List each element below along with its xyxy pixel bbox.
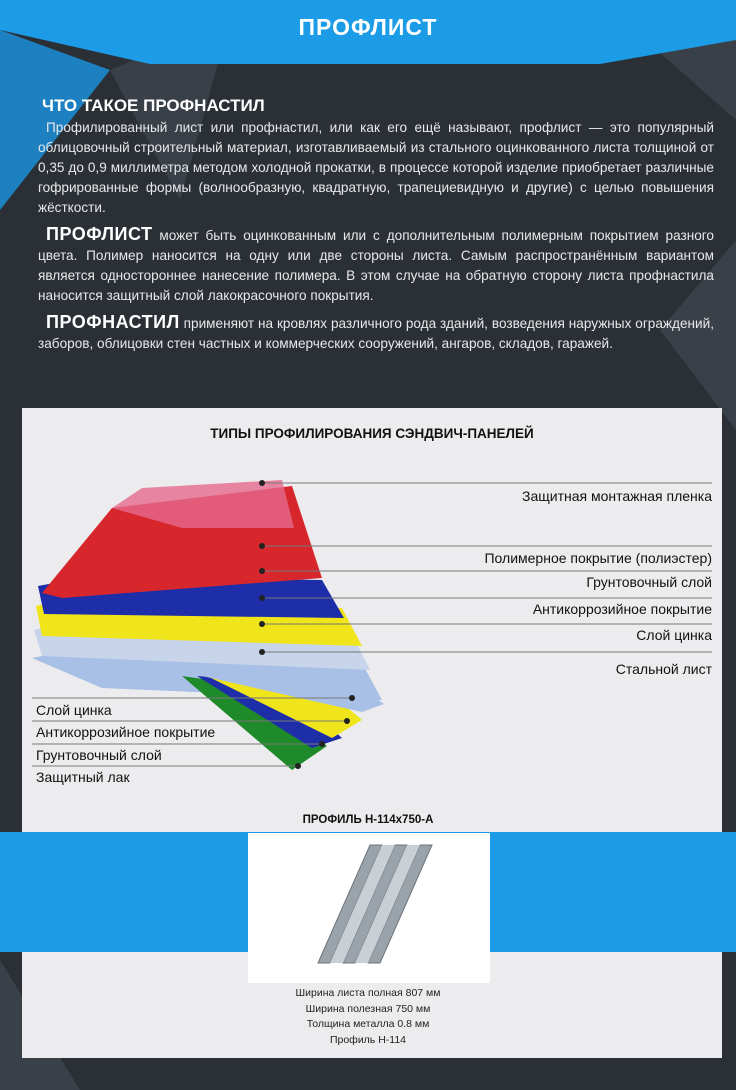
product-specs (0, 986, 736, 1048)
spec-profile: Профиль Н-114 (329, 1033, 407, 1046)
paragraph-3 (38, 312, 714, 354)
label-steel: Стальной лист (615, 661, 712, 677)
paragraph-1: Профилированный лист или профнастил, или как его ещё называют, профлист — это популярный облицовочный строительный материал, изготавливаемый из стального оцинкованного листа толщиной от 0,35 до 0,9 миллиметра методом холодной прокатки, в процессе которой изделие приобретает различные гофрированные формы (волнообразную, квадратную, трапециевидную и другие) с целью повышения жёсткости. (38, 120, 714, 215)
paragraph-3-text: применяют на кровлях различного рода зданий, возведения наружных ограждений, заборов, облицовки стен частных и коммерческих сооружений, ангаров, складов, гаражей. (38, 316, 714, 351)
label-bottom-primer: Грунтовочный слой (36, 747, 162, 763)
spec-full-width: Ширина листа полная 807 мм (295, 987, 441, 999)
label-anticorrosion: Антикоррозийное покрытие (532, 601, 712, 617)
page-title: ПРОФЛИСТ (298, 14, 438, 40)
intro-heading: ЧТО ТАКОЕ ПРОФНАСТИЛ (42, 96, 265, 115)
label-primer: Грунтовочный слой (586, 574, 712, 590)
paragraph-3-lead: ПРОФНАСТИЛ (46, 312, 180, 332)
paragraph-2-text: может быть оцинкованным или с дополнительным полимерным покрытием разного цвета. Полимер наносится на одну или две стороны листа. Самым распространённым вариантом является одностороннее нанесение полимера. В этом случае на обратную сторону листа профнастила наносится защитный слой лакокрасочного покрытия. (38, 228, 714, 303)
spec-thickness: Толщина металла 0.8 мм (306, 1018, 430, 1030)
intro-text (38, 96, 714, 360)
paragraph-2 (38, 224, 714, 306)
label-zinc: Слой цинка (636, 627, 712, 643)
label-bottom-zinc: Слой цинка (36, 702, 112, 718)
profile-title: ПРОФИЛЬ Н-114х750-А (302, 814, 434, 826)
profile-sheet-illustration (248, 833, 490, 983)
label-polymer: Полимерное покрытие (полиэстер) (484, 550, 712, 566)
label-film: Защитная монтажная пленка (521, 488, 712, 504)
paragraph-2-lead: ПРОФЛИСТ (46, 224, 153, 244)
label-bottom-lacquer: Защитный лак (36, 769, 130, 785)
spec-useful-width: Ширина полезная 750 мм (305, 1002, 431, 1015)
layer-diagram (22, 408, 722, 828)
product-image (248, 833, 490, 983)
diagram-title: ТИПЫ ПРОФИЛИРОВАНИЯ СЭНДВИЧ-ПАНЕЛЕЙ (210, 426, 534, 441)
label-bottom-anticorrosion: Антикоррозийное покрытие (36, 724, 216, 740)
